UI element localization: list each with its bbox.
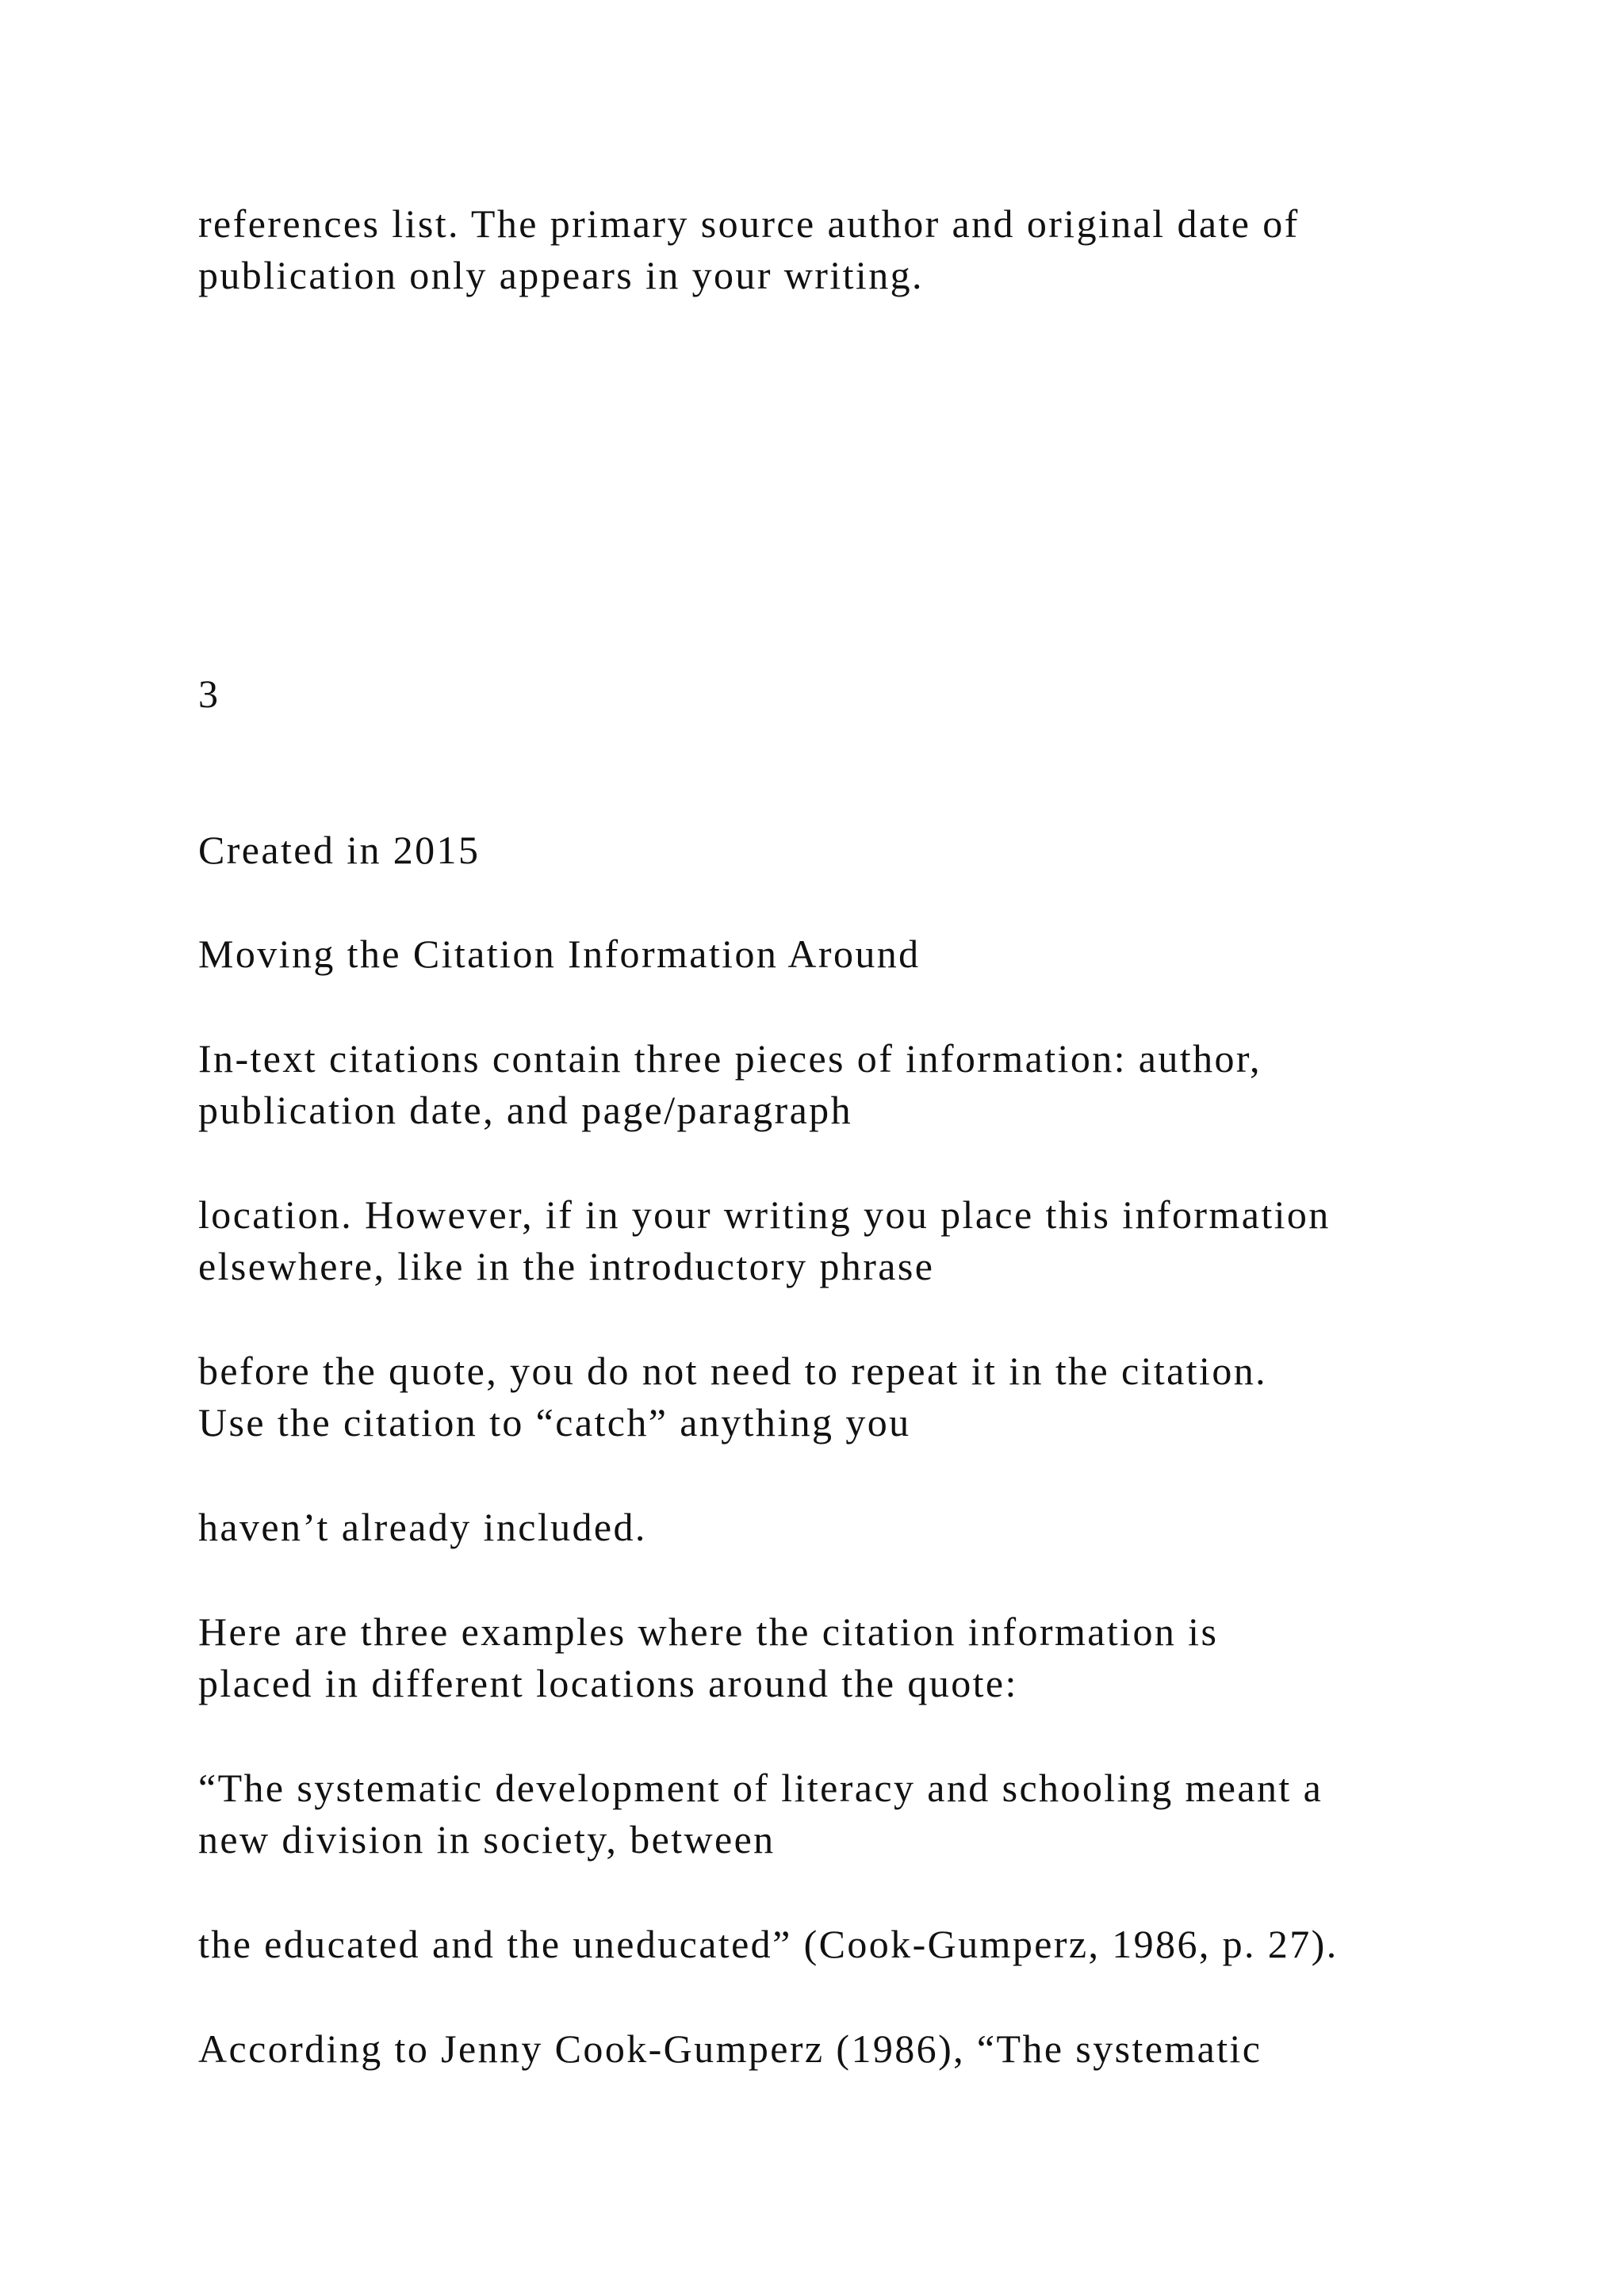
text-line: location. However, if in your writing you place this information xyxy=(198,1192,1331,1237)
text-line: Here are three examples where the citation information is xyxy=(198,1609,1219,1654)
quote-line: “The systematic development of literacy and schooling meant a xyxy=(198,1766,1323,1810)
text-line: references list. The primary source author and original date of xyxy=(198,201,1300,246)
text-line: before the quote, you do not need to repeat it in the citation. xyxy=(198,1349,1268,1393)
text-line: According to Jenny Cook-Gumperz (1986), “The systematic xyxy=(198,2026,1262,2071)
text-line: Use the citation to “catch” anything you xyxy=(198,1400,911,1445)
quote-line: the educated and the uneducated” (Cook-Gumperz, 1986, p. 27). xyxy=(198,1922,1339,1966)
created-date-line: Created in 2015 xyxy=(198,828,481,872)
text-line: haven’t already included. xyxy=(198,1505,647,1549)
quote-line: new division in society, between xyxy=(198,1817,776,1862)
text-line: placed in different locations around the quote: xyxy=(198,1661,1018,1705)
text-line: publication only appears in your writing. xyxy=(198,253,924,297)
section-heading: Moving the Citation Information Around xyxy=(198,932,921,976)
page-number: 3 xyxy=(198,672,220,716)
text-line: In-text citations contain three pieces of information: author, xyxy=(198,1036,1262,1081)
text-line: publication date, and page/paragraph xyxy=(198,1088,852,1132)
text-line: elsewhere, like in the introductory phrase xyxy=(198,1244,935,1288)
